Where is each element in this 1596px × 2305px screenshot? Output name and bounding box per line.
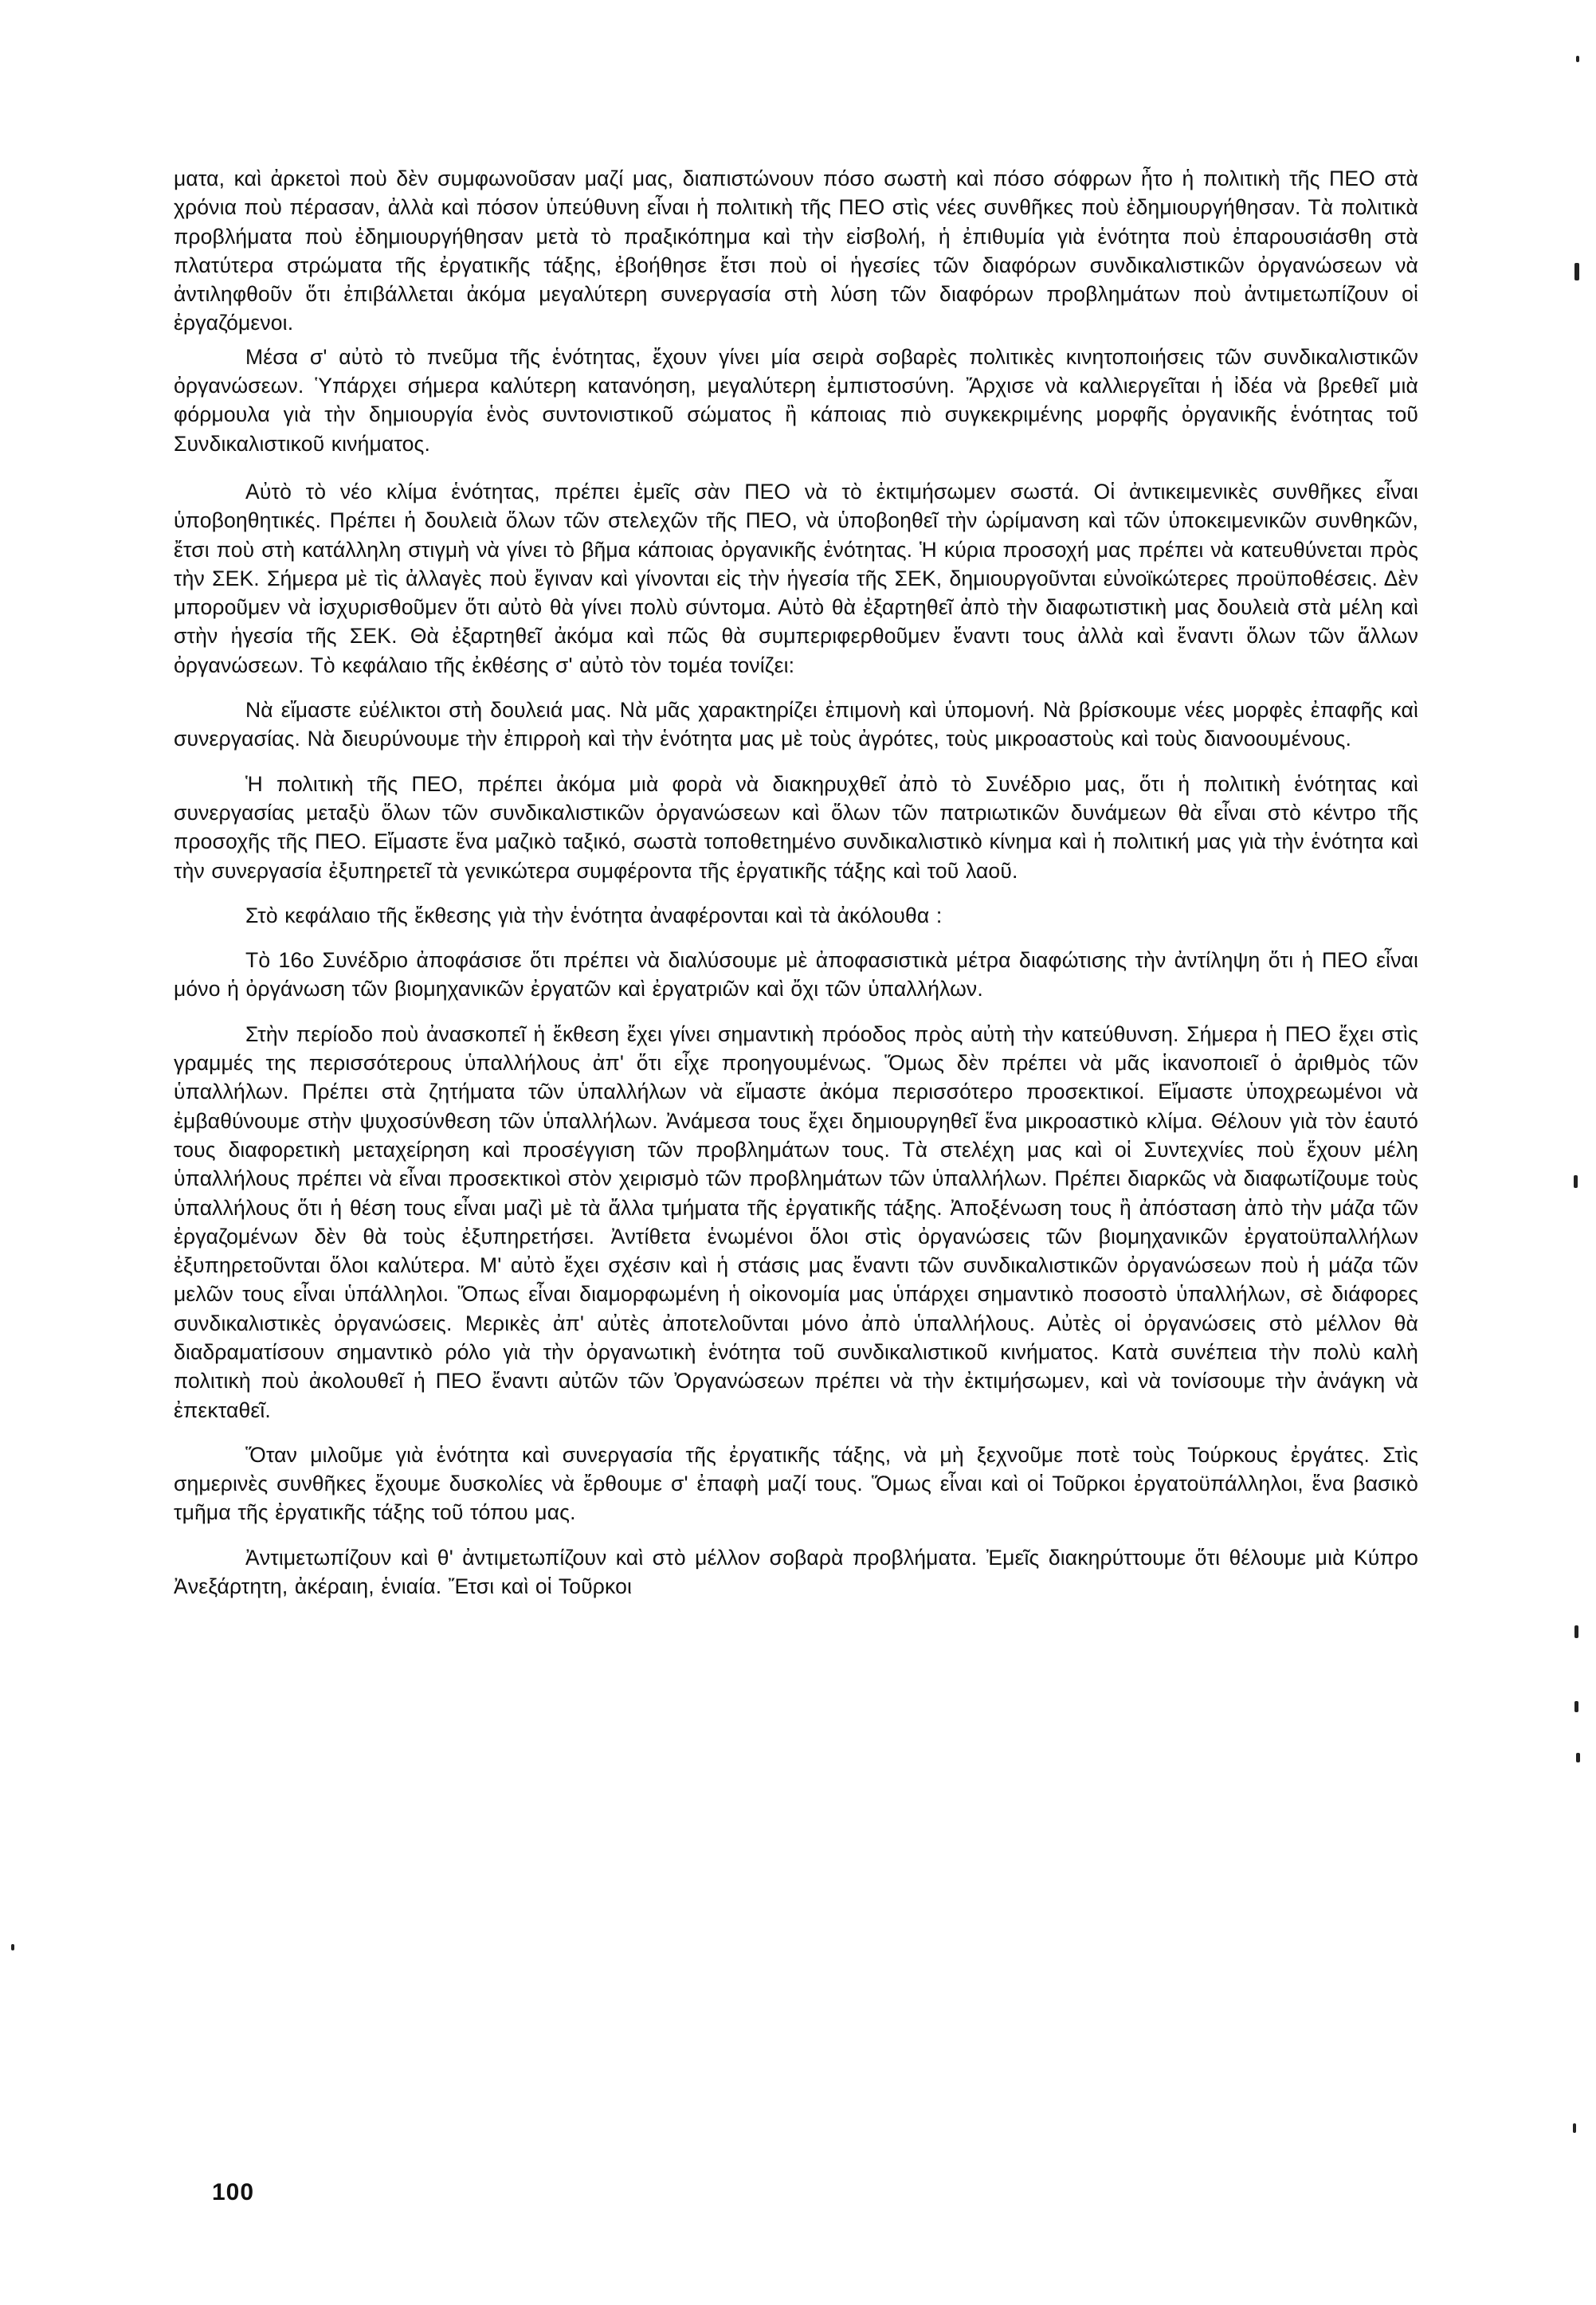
scan-speck	[1573, 2123, 1576, 2133]
paragraph-8: Στὴν περίοδο ποὺ ἀνασκοπεῖ ἡ ἔκθεση ἔχει γίνει σημαντικὴ πρόοδος πρὸς αὐτὴ τὴν κατεύθυνση. Σήμερα ἡ ΠΕΟ ἔχει στὶς γραμμές της περισσότερους ὑπαλλήλους ἀπ' ὅτι εἶχε προηγουμένως. Ὅμως δὲν πρέπει νὰ μᾶς ἱκανοποιεῖ ὁ ἀριθμὸς τῶν ὑπαλλήλων. Πρέπει στὰ ζητήματα τῶν ὑπαλλήλων νὰ εἴμαστε ἀκόμα περισσότερο προσεκτικοί. Εἴμαστε ὑποχρεωμένοι νὰ ἐμβαθύνουμε στὴν ψυχοσύνθεση τῶν ὑπαλλήλων. Ἀνάμεσα τους ἔχει δημιουργηθεῖ ἕνα μικροαστικὸ κλίμα. Θέλουν γιὰ τὸν ἑαυτό τους διαφορετικὴ μεταχείρηση καὶ προσέγγιση τῶν προβλημάτων τους. Τὰ στελέχη μας καὶ οἱ Συντεχνίες ποὺ ἔχουν μέλη ὑπαλλήλους πρέπει νὰ εἶναι προσεκτικοὶ στὸν χειρισμὸ τῶν προβλημάτων τῶν ὑπαλλήλων. Πρέπει διαρκῶς νὰ διαφωτίζουμε τοὺς ὑπαλλήλους ὅτι ἡ θέση τους εἶναι μαζὶ μὲ τὰ ἄλλα τμήματα τῆς ἐργατικῆς τάξης. Ἀποξένωση τους ἢ ἀπόσταση ἀπὸ τὴν μάζα τῶν ἐργαζομένων δὲν θὰ τοὺς ἐξυπηρετήσει. Ἀντίθετα ἑνωμένοι ὅλοι στὶς ὀργανώσεις τῶν βιομηχανικῶν ἐργατοϋπαλλήλων ἐξυπηρετοῦνται ὅλοι καλύτερα. Μ' αὐτὸ ἔχει σχέσιν καὶ ἡ στάσις μας ἔναντι τῶν συνδικαλιστικῶν ὀργανώσεων ποὺ ἡ μάζα τῶν μελῶν τους εἶναι ὑπάλληλοι. Ὅπως εἶναι διαμορφωμένη ἡ οἰκονομία μας ὑπάρχει σημαντικὸ ποσοστὸ ὑπαλλήλων, σὲ διάφορες συνδικαλιστικὲς ὀργανώσεις. Μερικὲς ἀπ' αὐτὲς ἀποτελοῦνται μόνο ἀπὸ ὑπαλλήλους. Αὐτὲς οἱ ὀργανώσεις στὸ μέλλον θὰ διαδραματίσουν σημαντικὸ ρόλο γιὰ τὴν ὀργανωτικὴ ἑνότητα τοῦ συνδικαλιστικοῦ κινήματος. Κατὰ συνέπεια τὴν πολὺ καλὴ πολιτικὴ ποὺ ἀκολουθεῖ ἡ ΠΕΟ ἔναντι αὐτῶν τῶν Ὀργανώσεων πρέπει νὰ τὴν ἐκτιμήσωμεν, καὶ νὰ τονίσουμε τὴν ἀνάγκη νὰ ἐπεκταθεῖ.	[174, 1021, 1418, 1422]
paragraph-2: Μέσα σ' αὐτὸ τὸ πνεῦμα τῆς ἑνότητας, ἔχουν γίνει μία σειρὰ σοβαρὲς πολιτικὲς κινητοποιήσεις τῶν συνδικαλιστικῶν ὀργανώσεων. Ὑπάρχει σήμερα καλύτερη κατανόηση, μεγαλύτερη ἐμπιστοσύνη. Ἄρχισε νὰ καλλιεργεῖται ἡ ἰδέα νὰ βρεθεῖ μιὰ φόρμουλα γιὰ τὴν δημιουργία ἑνὸς συντονιστικοῦ σώματος ἢ κάποιας πιὸ συγκεκριμένης μορφῆς ὀργανικῆς ἑνότητας τοῦ Συνδικαλιστικοῦ κινήματος.	[174, 344, 1418, 456]
scan-speck	[1574, 263, 1579, 280]
page-number: 100	[212, 2179, 255, 2205]
scan-speck	[1576, 56, 1579, 62]
paragraph-6: Στὸ κεφάλαιο τῆς ἔκθεσης γιὰ τὴν ἑνότητα ἀναφέρονται καὶ τὰ ἀκόλουθα :	[245, 903, 943, 927]
paragraph-4: Νὰ εἴμαστε εὐέλικτοι στὴ δουλειά μας. Νὰ μᾶς χαρακτηρίζει ἐπιμονὴ καὶ ὑπομονή. Νὰ βρίσκουμε νέες μορφὲς ἐπαφῆς καὶ συνεργασίας. Νὰ διευρύνουμε τὴν ἐπιρροὴ καὶ τὴν ἑνότητα μας μὲ τοὺς ἀγρότες, τοὺς μικροαστοὺς καὶ τοὺς διανοουμένους.	[174, 698, 1418, 751]
body-text	[174, 164, 1418, 1601]
paragraph-1: ματα, καὶ ἀρκετοὶ ποὺ δὲν συμφωνοῦσαν μαζί μας, διαπιστώνουν πόσο σωστὴ καὶ πόσο σόφρων ἦτο ἡ πολιτικὴ τῆς ΠΕΟ στὰ χρόνια ποὺ πέρασαν, ἀλλὰ καὶ πόσον ὑπεύθυνη εἶναι ἡ πολιτικὴ τῆς ΠΕΟ στὶς νέες συνθῆκες ποὺ ἐδημιουργήθησαν. Τὰ πολιτικὰ προβλήματα ποὺ ἐδημιουργήθησαν μετὰ τὸ πραξικόπημα καὶ τὴν εἰσβολή, ἡ ἐπιθυμία γιὰ ἑνότητα ποὺ ἐπαρουσιάσθη στὰ πλατύτερα στρώματα τῆς ἐργατικῆς τάξης, ἐβοήθησε ἔτσι ποὺ οἱ ἡγεσίες τῶν διαφόρων συνδικαλιστικῶν ὀργανώσεων νὰ ἀντιληφθοῦν ὅτι ἐπιβάλλεται ἀκόμα μεγαλύτερη συνεργασία στὴ λύση τῶν διαφόρων προβλημάτων ποὺ ἀντιμετωπίζουν οἱ ἐργαζόμενοι.	[174, 167, 1418, 335]
paragraph-5: Ἡ πολιτικὴ τῆς ΠΕΟ, πρέπει ἀκόμα μιὰ φορὰ νὰ διακηρυχθεῖ ἀπὸ τὸ Συνέδριο μας, ὅτι ἡ πολιτικὴ ἑνότητας καὶ συνεργασίας μεταξὺ ὅλων τῶν συνδικαλιστικῶν ὀργανώσεων καὶ ὅλων τῶν πατριωτικῶν δυνάμεων θὰ εἶναι στὸ κέντρο τῆς προσοχῆς τῆς ΠΕΟ. Εἴμαστε ἕνα μαζικὸ ταξικό, σωστὰ τοποθετημένο συνδικαλιστικὸ κίνημα καὶ ἡ πολιτική μας γιὰ τὴν ἑνότητα καὶ τὴν συνεργασία ἐξυπηρετεῖ τὰ γενικώτερα συμφέροντα τῆς ἐργατικῆς τάξης καὶ τοῦ λαοῦ.	[174, 771, 1418, 883]
scan-speck	[1574, 1175, 1578, 1188]
scan-speck	[1574, 1701, 1578, 1712]
paragraph-9: Ὅταν μιλοῦμε γιὰ ἑνότητα καὶ συνεργασία τῆς ἐργατικῆς τάξης, νὰ μὴ ξεχνοῦμε ποτὲ τοὺς Τούρκους ἐργάτες. Στὶς σημερινὲς συνθῆκες ἔχουμε δυσκολίες νὰ ἔρθουμε σ' ἐπαφὴ μαζί τους. Ὅμως εἶναι καὶ οἱ Τοῦρκοι ἐργατοϋπάλληλοι, ἕνα βασικὸ τμῆμα τῆς ἐργατικῆς τάξης τοῦ τόπου μας.	[174, 1442, 1418, 1525]
paragraph-10: Ἀντιμετωπίζουν καὶ θ' ἀντιμετωπίζουν καὶ στὸ μέλλον σοβαρὰ προβλήματα. Ἐμεῖς διακηρύττουμε ὅτι θέλουμε μιὰ Κύπρο Ἀνεξάρτητη, ἀκέραιη, ἑνιαία. Ἔτσι καὶ οἱ Τοῦρκοι	[174, 1545, 1418, 1599]
paragraph-7: Τὸ 16ο Συνέδριο ἀποφάσισε ὅτι πρέπει νὰ διαλύσουμε μὲ ἀποφασιστικὰ μέτρα διαφώτισης τὴν ἀντίληψη ὅτι ἡ ΠΕΟ εἶναι μόνο ἡ ὀργάνωση τῶν βιομηχανικῶν ἐργατῶν καὶ ἐργατριῶν καὶ ὄχι τῶν ὑπαλλήλων.	[174, 948, 1418, 1002]
scan-speck	[1574, 1625, 1578, 1638]
paragraph-3: Αὐτὸ τὸ νέο κλίμα ἑνότητας, πρέπει ἐμεῖς σὰν ΠΕΟ νὰ τὸ ἐκτιμήσωμεν σωστά. Οἱ ἀντικειμενικὲς συνθῆκες εἶναι ὑποβοηθητικές. Πρέπει ἡ δουλειὰ ὅλων τῶν στελεχῶν τῆς ΠΕΟ, νὰ ὑποβοηθεῖ τὴν ὡρίμανση καὶ τῶν ὑποκειμενικῶν συνθηκῶν, ἔτσι ποὺ στὴ κατάλληλη στιγμὴ νὰ γίνει τὸ βῆμα κάποιας ὀργανικῆς ἑνότητας. Ἡ κύρια προσοχή μας πρέπει νὰ κατευθύνεται πρὸς τὴν ΣΕΚ. Σήμερα μὲ τὶς ἀλλαγὲς ποὺ ἔγιναν καὶ γίνονται εἰς τὴν ἡγεσία τῆς ΣΕΚ, δημιουργοῦνται εὐνοϊκώτερες προϋποθέσεις. Δὲν μποροῦμεν νὰ ἰσχυρισθοῦμεν ὅτι αὐτὸ θὰ γίνει πολὺ σύντομα. Αὐτὸ θὰ ἐξαρτηθεῖ ἀπὸ τὴν διαφωτιστικὴ μας δουλειὰ στὰ μέλη καὶ στὴν ἡγεσία τῆς ΣΕΚ. Θὰ ἐξαρτηθεῖ ἀκόμα καὶ πῶς θὰ συμπεριφερθοῦμεν ἔναντι τους ἀλλὰ καὶ ἔναντι ὅλων τῶν ἄλλων ὀργανώσεων. Τὸ κεφάλαιο τῆς ἐκθέσης σ' αὐτὸ τὸν τομέα τονίζει:	[174, 479, 1418, 677]
scan-speck	[11, 1944, 14, 1950]
scan-speck	[1576, 1753, 1580, 1762]
